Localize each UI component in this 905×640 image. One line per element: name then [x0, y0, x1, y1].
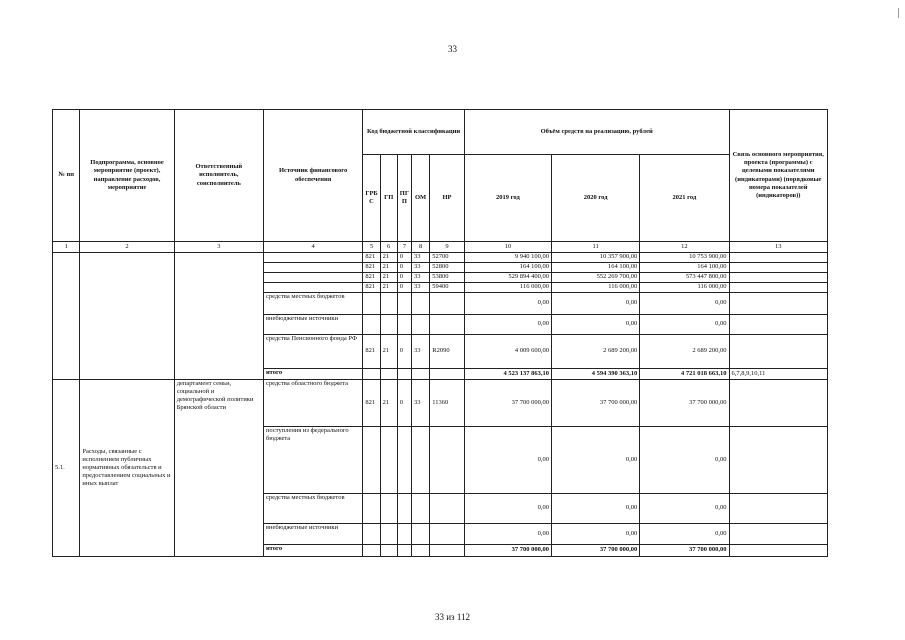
- header-2021: 2021 год: [640, 155, 729, 242]
- value-2020-cell: 2 689 200,00: [552, 335, 640, 369]
- value-2019-cell: 0,00: [464, 494, 551, 524]
- value-2021-cell: 573 447 800,00: [640, 273, 729, 283]
- value-2019-cell: 0,00: [464, 427, 551, 494]
- value-2021-cell: 4 721 018 663,10: [640, 369, 729, 380]
- link-cell: [729, 253, 827, 263]
- link-cell: [729, 315, 827, 335]
- header-row-1: [53, 110, 828, 155]
- value-2019-cell: 37 700 000,00: [464, 545, 551, 557]
- value-2020-cell: 0,00: [552, 315, 640, 335]
- value-2021-cell: 0,00: [640, 494, 729, 524]
- source-cell: поступления из федерального бюджета: [263, 427, 362, 494]
- value-2021-cell: 37 700 000,00: [640, 380, 729, 427]
- responsible-cell: департамент семьи, социальной и демографической политики Брянской области: [174, 380, 263, 557]
- header-source: Источник финансового обеспечения: [263, 110, 362, 242]
- source-cell: внебюджетные источники: [263, 315, 362, 335]
- link-cell: [729, 427, 827, 494]
- source-cell: [263, 263, 362, 273]
- header-nr: НР: [430, 155, 465, 242]
- value-2021-cell: 2 689 200,00: [640, 335, 729, 369]
- edge-mark: [898, 8, 899, 18]
- col-number: 6: [380, 242, 397, 253]
- link-cell: [729, 494, 827, 524]
- page-number-top: 33: [448, 44, 457, 54]
- source-cell: средства местных бюджетов: [263, 494, 362, 524]
- value-2020-cell: 4 594 390 363,10: [552, 369, 640, 380]
- col-number: 13: [729, 242, 827, 253]
- col-number: 9: [430, 242, 465, 253]
- gp-cell: [380, 545, 397, 557]
- budget-table: [52, 109, 828, 557]
- gp-cell: 21: [380, 263, 397, 273]
- source-cell: [263, 283, 362, 293]
- nr-cell: [430, 524, 465, 545]
- value-2020-cell: 0,00: [552, 293, 640, 315]
- table-row: [53, 380, 828, 427]
- value-2019-cell: 0,00: [464, 315, 551, 335]
- value-2020-cell: 552 269 700,00: [552, 273, 640, 283]
- value-2019-cell: 37 700 000,00: [464, 380, 551, 427]
- pgp-cell: [397, 315, 411, 335]
- value-2021-cell: 0,00: [640, 524, 729, 545]
- value-2021-cell: 0,00: [640, 293, 729, 315]
- header-2020: 2020 год: [552, 155, 640, 242]
- link-cell: [729, 524, 827, 545]
- nr-cell: [430, 545, 465, 557]
- grbs-cell: [363, 369, 380, 380]
- col-number: 5: [363, 242, 380, 253]
- nr-cell: 59400: [430, 283, 465, 293]
- om-cell: [411, 427, 429, 494]
- header-budget-code: Код бюджетной классификации: [363, 110, 464, 155]
- pgp-cell: [397, 524, 411, 545]
- grbs-cell: [363, 545, 380, 557]
- nr-cell: [430, 293, 465, 315]
- col-number: 1: [53, 242, 80, 253]
- value-2020-cell: 37 700 000,00: [552, 380, 640, 427]
- gp-cell: 21: [380, 253, 397, 263]
- grbs-cell: [363, 427, 380, 494]
- header-responsible: Ответственный исполнитель, соисполнитель: [174, 110, 263, 242]
- value-2020-cell: 0,00: [552, 427, 640, 494]
- pgp-cell: 0: [397, 283, 411, 293]
- grbs-cell: 821: [363, 263, 380, 273]
- link-cell: [729, 380, 827, 427]
- gp-cell: 21: [380, 283, 397, 293]
- link-cell: [729, 263, 827, 273]
- col-number: 4: [263, 242, 362, 253]
- link-cell: [729, 335, 827, 369]
- value-2021-cell: 0,00: [640, 427, 729, 494]
- value-2019-cell: 4 009 600,00: [464, 335, 551, 369]
- grbs-cell: [363, 524, 380, 545]
- gp-cell: [380, 427, 397, 494]
- pgp-cell: [397, 494, 411, 524]
- header-volume: Объём средств на реализацию, рублей: [464, 110, 729, 155]
- value-2019-cell: 9 940 100,00: [464, 253, 551, 263]
- source-cell: [263, 273, 362, 283]
- link-cell: [729, 293, 827, 315]
- nr-cell: 52700: [430, 253, 465, 263]
- value-2019-cell: 116 000,00: [464, 283, 551, 293]
- value-2019-cell: 4 523 137 863,10: [464, 369, 551, 380]
- nr-cell: 53800: [430, 273, 465, 283]
- value-2020-cell: 10 357 900,00: [552, 253, 640, 263]
- om-cell: [411, 494, 429, 524]
- link-cell: [729, 545, 827, 557]
- om-cell: [411, 369, 429, 380]
- header-gp: ГП: [380, 155, 397, 242]
- col-number: 12: [640, 242, 729, 253]
- header-2019: 2019 год: [464, 155, 551, 242]
- header-om: ОМ: [411, 155, 429, 242]
- col-number: 10: [464, 242, 551, 253]
- pgp-cell: 0: [397, 263, 411, 273]
- value-2021-cell: 0,00: [640, 315, 729, 335]
- value-2021-cell: 116 000,00: [640, 283, 729, 293]
- source-cell: [263, 253, 362, 263]
- grbs-cell: 821: [363, 380, 380, 427]
- header-subprogram: Подпрограмма, основное мероприятие (проект), направление расходов, мероприятие: [80, 110, 174, 242]
- pgp-cell: [397, 545, 411, 557]
- page-footer: 33 из 112: [434, 612, 471, 622]
- responsible-cell: [174, 253, 263, 380]
- link-cell: [729, 283, 827, 293]
- nr-cell: R2090: [430, 335, 465, 369]
- link-cell: 6,7,8,9,10,11: [729, 369, 827, 380]
- col-number: 2: [80, 242, 174, 253]
- nr-cell: [430, 315, 465, 335]
- value-2019-cell: 164 100,00: [464, 263, 551, 273]
- nr-cell: [430, 494, 465, 524]
- grbs-cell: 821: [363, 253, 380, 263]
- value-2020-cell: 0,00: [552, 494, 640, 524]
- om-cell: 33: [411, 263, 429, 273]
- col-number: 3: [174, 242, 263, 253]
- grbs-cell: [363, 315, 380, 335]
- source-cell: итого: [263, 369, 362, 380]
- row-number-cell: [53, 253, 80, 380]
- source-cell: средства местных бюджетов: [263, 293, 362, 315]
- gp-cell: 21: [380, 273, 397, 283]
- value-2021-cell: 10 753 900,00: [640, 253, 729, 263]
- nr-cell: 52800: [430, 263, 465, 273]
- value-2019-cell: 529 894 400,00: [464, 273, 551, 283]
- pgp-cell: 0: [397, 273, 411, 283]
- value-2020-cell: 164 100,00: [552, 263, 640, 273]
- pgp-cell: [397, 427, 411, 494]
- pgp-cell: 0: [397, 335, 411, 369]
- om-cell: [411, 315, 429, 335]
- header-pgp: ПГ П: [397, 155, 411, 242]
- value-2020-cell: 0,00: [552, 524, 640, 545]
- value-2021-cell: 37 700 000,00: [640, 545, 729, 557]
- grbs-cell: 821: [363, 335, 380, 369]
- grbs-cell: [363, 293, 380, 315]
- subprogram-cell: Расходы, связанные с исполнением публичных нормативных обязательств и предоставлением социальных и иных выплат: [80, 380, 174, 557]
- pgp-cell: [397, 293, 411, 315]
- col-number: 11: [552, 242, 640, 253]
- row-number-cell: 5.1.: [53, 380, 80, 557]
- gp-cell: [380, 494, 397, 524]
- col-number: 8: [411, 242, 429, 253]
- pgp-cell: [397, 369, 411, 380]
- gp-cell: [380, 524, 397, 545]
- value-2020-cell: 37 700 000,00: [552, 545, 640, 557]
- gp-cell: [380, 315, 397, 335]
- om-cell: 33: [411, 380, 429, 427]
- col-number: 7: [397, 242, 411, 253]
- value-2021-cell: 164 100,00: [640, 263, 729, 273]
- gp-cell: 21: [380, 335, 397, 369]
- link-cell: [729, 273, 827, 283]
- table-row: [53, 253, 828, 263]
- value-2020-cell: 116 000,00: [552, 283, 640, 293]
- header-link: Связь основного мероприятия, проекта (программы) с целевыми показателями (индикаторами) (порядковые номера показателей (индикаторов)): [729, 110, 827, 242]
- gp-cell: 21: [380, 380, 397, 427]
- om-cell: 33: [411, 283, 429, 293]
- om-cell: [411, 293, 429, 315]
- om-cell: 33: [411, 335, 429, 369]
- om-cell: [411, 545, 429, 557]
- subprogram-cell: [80, 253, 174, 380]
- nr-cell: [430, 427, 465, 494]
- nr-cell: [430, 369, 465, 380]
- pgp-cell: 0: [397, 380, 411, 427]
- value-2019-cell: 0,00: [464, 524, 551, 545]
- grbs-cell: 821: [363, 273, 380, 283]
- grbs-cell: 821: [363, 283, 380, 293]
- grbs-cell: [363, 494, 380, 524]
- gp-cell: [380, 293, 397, 315]
- value-2019-cell: 0,00: [464, 293, 551, 315]
- header-grbs: ГРБ С: [363, 155, 380, 242]
- source-cell: средства областного бюджета: [263, 380, 362, 427]
- source-cell: итого: [263, 545, 362, 557]
- gp-cell: [380, 369, 397, 380]
- pgp-cell: 0: [397, 253, 411, 263]
- om-cell: 33: [411, 273, 429, 283]
- column-numbers-row: [53, 242, 828, 253]
- header-npp: № пп: [53, 110, 80, 242]
- source-cell: средства Пенсионного фонда РФ: [263, 335, 362, 369]
- om-cell: [411, 524, 429, 545]
- nr-cell: 11360: [430, 380, 465, 427]
- om-cell: 33: [411, 253, 429, 263]
- source-cell: внебюджетные источники: [263, 524, 362, 545]
